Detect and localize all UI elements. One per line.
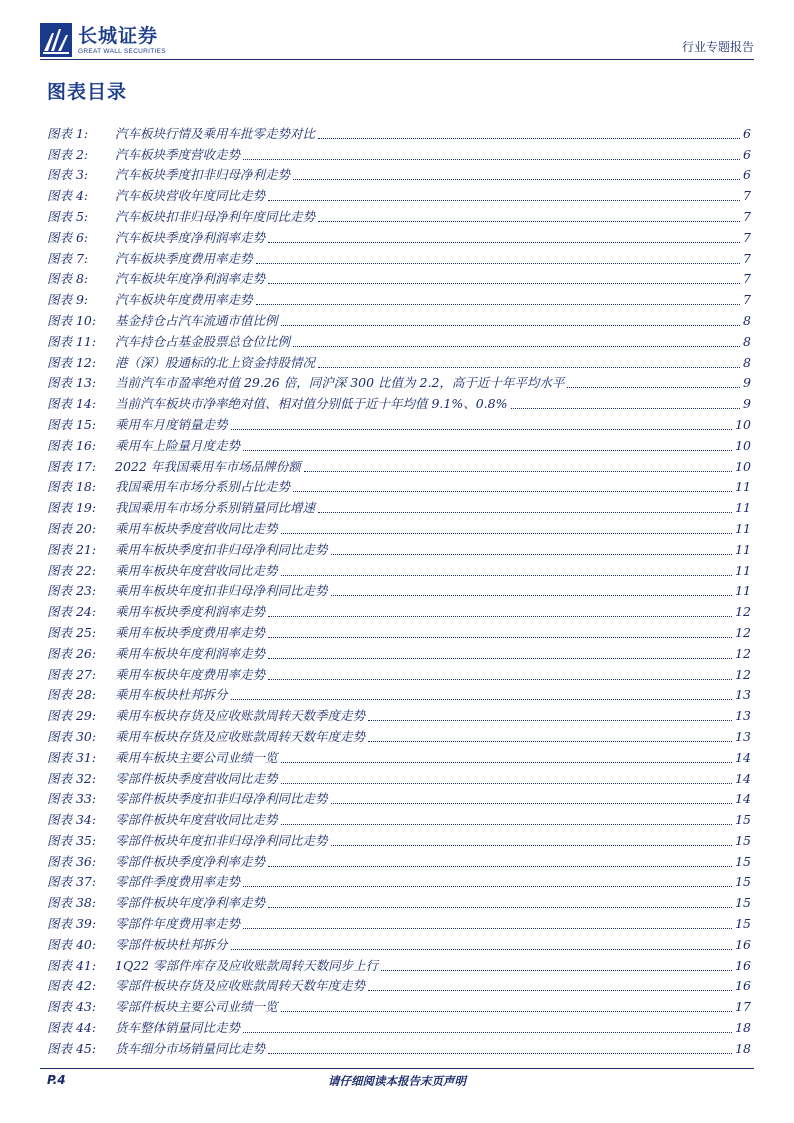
toc-entry-label: 图表 44: xyxy=(47,1020,97,1036)
toc-dot-leader xyxy=(381,970,732,971)
toc-entry-title: 1Q22 零部件库存及应收账款周转天数同步上行 xyxy=(115,957,379,973)
toc-entry-label: 图表 23: xyxy=(47,583,97,599)
toc-dot-leader xyxy=(293,179,740,180)
toc-dot-leader xyxy=(511,408,741,409)
toc-dot-leader xyxy=(281,325,741,326)
toc-entry-label: 图表 34: xyxy=(47,812,97,828)
toc-entry-title: 零部件季度费用率走势 xyxy=(115,874,241,890)
toc-dot-leader xyxy=(268,679,732,680)
toc-entry[interactable] xyxy=(47,142,751,163)
toc-entry[interactable] xyxy=(47,932,751,953)
toc-entry-title: 货车细分市场销量同比走势 xyxy=(115,1040,266,1056)
toc-dot-leader xyxy=(293,491,732,492)
toc-entry-title: 零部件板块杜邦拆分 xyxy=(115,936,228,952)
toc-entry-page: 11 xyxy=(735,541,751,557)
toc-dot-leader xyxy=(281,824,733,825)
toc-entry-title: 港（深）股通标的北上资金持股情况 xyxy=(115,354,316,370)
toc-entry-title: 零部件板块季度扣非归母净利同比走势 xyxy=(115,791,328,807)
toc-entry-page: 7 xyxy=(743,188,751,204)
toc-entry-label: 图表 40: xyxy=(47,936,97,952)
toc-entry-page: 11 xyxy=(735,479,751,495)
toc-entry-title: 零部件年度费用率走势 xyxy=(115,916,241,932)
toc-dot-leader xyxy=(368,720,732,721)
toc-entry-title: 乘用车板块存货及应收账款周转天数年度走势 xyxy=(115,728,366,744)
toc-entry-page: 11 xyxy=(735,583,751,599)
toc-entry-title: 乘用车月度销量走势 xyxy=(115,416,228,432)
toc-entry-title: 乘用车上险量月度走势 xyxy=(115,437,241,453)
toc-entry-title: 零部件板块季度营收同比走势 xyxy=(115,770,278,786)
toc-entry-label: 图表 37: xyxy=(47,874,97,890)
toc-entry-label: 图表 39: xyxy=(47,916,97,932)
report-type: 行业专题报告 xyxy=(681,40,754,54)
toc-dot-leader xyxy=(243,1032,732,1033)
toc-dot-leader xyxy=(268,1053,732,1054)
toc-entry-page: 11 xyxy=(735,562,751,578)
toc-entry[interactable] xyxy=(47,1015,751,1036)
toc-entry-page: 16 xyxy=(735,936,751,952)
toc-entry-page: 8 xyxy=(743,354,751,370)
toc-entry-title: 汽车板块营收年度同比走势 xyxy=(115,188,266,204)
toc-dot-leader xyxy=(331,803,733,804)
toc-entry-page: 6 xyxy=(743,125,751,141)
toc-entry-label: 图表 21: xyxy=(47,541,97,557)
toc-entry-label: 图表 27: xyxy=(47,666,97,682)
toc-entry-page: 15 xyxy=(735,853,751,869)
toc-entry-page: 7 xyxy=(743,208,751,224)
toc-dot-leader xyxy=(331,595,733,596)
toc-entry[interactable] xyxy=(47,558,751,579)
table-of-figures xyxy=(47,121,751,1057)
toc-dot-leader xyxy=(281,533,733,534)
toc-entry-page: 6 xyxy=(743,146,751,162)
toc-entry[interactable] xyxy=(47,391,751,412)
toc-dot-leader xyxy=(331,554,733,555)
toc-entry[interactable] xyxy=(47,641,751,662)
toc-entry[interactable] xyxy=(47,183,751,204)
toc-entry[interactable] xyxy=(47,454,751,475)
toc-dot-leader xyxy=(281,575,733,576)
logo-chinese-name: 长城证券 xyxy=(78,24,159,47)
toc-entry-title: 零部件板块季度净利率走势 xyxy=(115,853,266,869)
toc-entry-title: 零部件板块年度净利率走势 xyxy=(115,895,266,911)
toc-entry-label: 图表 33: xyxy=(47,791,97,807)
section-title: 图表目录 xyxy=(47,81,128,103)
toc-entry-page: 7 xyxy=(743,229,751,245)
toc-entry[interactable] xyxy=(47,994,751,1015)
toc-dot-leader xyxy=(331,845,733,846)
toc-entry[interactable] xyxy=(47,662,751,683)
toc-entry-label: 图表 41: xyxy=(47,957,97,973)
toc-entry-title: 乘用车板块季度扣非归母净利同比走势 xyxy=(115,541,328,557)
toc-dot-leader xyxy=(243,450,732,451)
toc-entry[interactable] xyxy=(47,516,751,537)
toc-entry-title: 汽车板块年度净利润率走势 xyxy=(115,271,266,287)
toc-entry[interactable] xyxy=(47,495,751,516)
toc-entry-label: 图表 30: xyxy=(47,728,97,744)
toc-dot-leader xyxy=(243,159,740,160)
toc-dot-leader xyxy=(268,242,740,243)
toc-entry-label: 图表 42: xyxy=(47,978,97,994)
toc-entry-page: 14 xyxy=(735,749,751,765)
toc-entry-label: 图表 9: xyxy=(47,292,89,308)
toc-entry-page: 15 xyxy=(735,832,751,848)
toc-entry-label: 图表 25: xyxy=(47,624,97,640)
toc-entry-title: 基金持仓占汽车流通市值比例 xyxy=(115,312,278,328)
toc-entry-label: 图表 14: xyxy=(47,396,97,412)
toc-entry-page: 10 xyxy=(735,458,751,474)
company-logo xyxy=(40,20,166,60)
toc-entry-title: 零部件板块年度营收同比走势 xyxy=(115,812,278,828)
toc-entry-title: 乘用车板块季度费用率走势 xyxy=(115,624,266,640)
toc-entry-title: 当前汽车板块市净率绝对值、相对值分别低于近十年均值 9.1%、0.8% xyxy=(115,396,508,412)
toc-entry[interactable] xyxy=(47,329,751,350)
toc-entry-title: 汽车板块扣非归母净利年度同比走势 xyxy=(115,208,316,224)
toc-dot-leader xyxy=(304,471,732,472)
toc-entry-page: 18 xyxy=(735,1040,751,1056)
toc-entry-page: 14 xyxy=(735,770,751,786)
toc-entry[interactable] xyxy=(47,787,751,808)
toc-entry-page: 7 xyxy=(743,292,751,308)
toc-entry-title: 汽车板块季度营收走势 xyxy=(115,146,241,162)
toc-entry-label: 图表 15: xyxy=(47,416,97,432)
disclaimer-notice: 请仔细阅读本报告末页声明 xyxy=(328,1074,466,1088)
toc-entry[interactable] xyxy=(47,911,751,932)
toc-entry-page: 8 xyxy=(743,333,751,349)
toc-dot-leader xyxy=(243,928,732,929)
toc-entry-page: 12 xyxy=(735,624,751,640)
toc-entry[interactable] xyxy=(47,246,751,267)
toc-entry-label: 图表 6: xyxy=(47,229,89,245)
toc-entry-label: 图表 26: xyxy=(47,645,97,661)
toc-entry[interactable] xyxy=(47,953,751,974)
toc-entry-title: 货车整体销量同比走势 xyxy=(115,1020,241,1036)
toc-dot-leader xyxy=(318,221,740,222)
toc-entry-page: 16 xyxy=(735,978,751,994)
toc-dot-leader xyxy=(268,637,732,638)
toc-dot-leader xyxy=(231,429,733,430)
toc-entry-label: 图表 17: xyxy=(47,458,97,474)
toc-dot-leader xyxy=(256,304,741,305)
page-header xyxy=(40,20,754,62)
toc-entry[interactable] xyxy=(47,683,751,704)
toc-entry[interactable] xyxy=(47,267,751,288)
toc-entry-title: 汽车板块季度费用率走势 xyxy=(115,250,253,266)
toc-entry-label: 图表 43: xyxy=(47,999,97,1015)
toc-dot-leader xyxy=(256,263,741,264)
toc-entry-label: 图表 11: xyxy=(47,333,97,349)
toc-entry-page: 8 xyxy=(743,312,751,328)
toc-entry-label: 图表 29: xyxy=(47,708,97,724)
toc-entry-label: 图表 1: xyxy=(47,125,89,141)
toc-entry-label: 图表 38: xyxy=(47,895,97,911)
toc-entry[interactable] xyxy=(47,745,751,766)
toc-entry-label: 图表 31: xyxy=(47,749,97,765)
toc-entry[interactable] xyxy=(47,308,751,329)
toc-entry[interactable] xyxy=(47,204,751,225)
toc-entry-label: 图表 22: xyxy=(47,562,97,578)
toc-entry[interactable] xyxy=(47,974,751,995)
toc-dot-leader xyxy=(318,367,740,368)
toc-entry-title: 汽车板块年度费用率走势 xyxy=(115,292,253,308)
toc-entry[interactable] xyxy=(47,537,751,558)
toc-entry-page: 10 xyxy=(735,437,751,453)
toc-dot-leader xyxy=(268,866,732,867)
toc-entry-label: 图表 35: xyxy=(47,832,97,848)
toc-entry-label: 图表 4: xyxy=(47,188,89,204)
toc-entry-page: 12 xyxy=(735,666,751,682)
toc-entry[interactable] xyxy=(47,890,751,911)
toc-entry-title: 乘用车板块年度费用率走势 xyxy=(115,666,266,682)
toc-dot-leader xyxy=(231,699,733,700)
toc-entry[interactable] xyxy=(47,412,751,433)
toc-entry-page: 7 xyxy=(743,250,751,266)
toc-entry[interactable] xyxy=(47,163,751,184)
toc-entry[interactable] xyxy=(47,599,751,620)
toc-entry[interactable] xyxy=(47,475,751,496)
toc-dot-leader xyxy=(368,741,732,742)
toc-entry-label: 图表 16: xyxy=(47,437,97,453)
toc-entry-page: 16 xyxy=(735,957,751,973)
toc-entry[interactable] xyxy=(47,1036,751,1057)
page-number: P.4 xyxy=(47,1073,66,1087)
toc-dot-leader xyxy=(231,949,733,950)
toc-dot-leader xyxy=(281,783,733,784)
toc-entry[interactable] xyxy=(47,807,751,828)
toc-entry-page: 13 xyxy=(735,728,751,744)
toc-entry[interactable] xyxy=(47,225,751,246)
toc-entry-title: 乘用车板块季度营收同比走势 xyxy=(115,520,278,536)
toc-dot-leader xyxy=(268,907,732,908)
toc-entry-page: 15 xyxy=(735,895,751,911)
toc-entry[interactable] xyxy=(47,433,751,454)
toc-entry-label: 图表 45: xyxy=(47,1040,97,1056)
toc-entry-title: 当前汽车市盈率绝对值 29.26 倍，同沪深 300 比值为 2.2，高于近十年平均水平 xyxy=(115,375,565,391)
toc-entry-title: 零部件板块主要公司业绩一览 xyxy=(115,999,278,1015)
toc-entry-title: 乘用车板块杜邦拆分 xyxy=(115,687,228,703)
toc-entry-title: 我国乘用车市场分系别销量同比增速 xyxy=(115,500,316,516)
toc-entry-title: 汽车板块行情及乘用车批零走势对比 xyxy=(115,125,316,141)
toc-entry[interactable] xyxy=(47,766,751,787)
toc-entry-title: 2022 年我国乘用车市场品牌份额 xyxy=(115,458,301,474)
toc-entry-page: 15 xyxy=(735,916,751,932)
toc-entry-page: 18 xyxy=(735,1020,751,1036)
toc-entry-page: 10 xyxy=(735,416,751,432)
toc-entry-page: 15 xyxy=(735,812,751,828)
toc-entry-page: 12 xyxy=(735,604,751,620)
toc-entry-title: 零部件板块年度扣非归母净利同比走势 xyxy=(115,832,328,848)
toc-entry-title: 零部件板块存货及应收账款周转天数年度走势 xyxy=(115,978,366,994)
toc-entry-page: 9 xyxy=(743,396,751,412)
toc-entry-label: 图表 20: xyxy=(47,520,97,536)
toc-dot-leader xyxy=(268,658,732,659)
logo-english-name: GREAT WALL SECURITIES xyxy=(78,47,166,55)
footer-divider xyxy=(40,1068,754,1069)
toc-dot-leader xyxy=(268,200,740,201)
toc-entry[interactable] xyxy=(47,579,751,600)
toc-entry-page: 17 xyxy=(735,999,751,1015)
toc-entry-title: 乘用车板块年度营收同比走势 xyxy=(115,562,278,578)
header-divider xyxy=(40,59,754,60)
toc-entry-label: 图表 36: xyxy=(47,853,97,869)
toc-entry-label: 图表 12: xyxy=(47,354,97,370)
toc-entry-label: 图表 5: xyxy=(47,208,89,224)
toc-entry-page: 14 xyxy=(735,791,751,807)
toc-dot-leader xyxy=(567,387,740,388)
toc-entry-title: 汽车持仓占基金股票总仓位比例 xyxy=(115,333,291,349)
toc-entry-page: 11 xyxy=(735,520,751,536)
toc-entry-title: 乘用车板块年度利润率走势 xyxy=(115,645,266,661)
toc-dot-leader xyxy=(293,346,740,347)
toc-entry[interactable] xyxy=(47,724,751,745)
toc-entry-page: 13 xyxy=(735,708,751,724)
toc-entry[interactable] xyxy=(47,870,751,891)
toc-dot-leader xyxy=(268,283,740,284)
toc-dot-leader xyxy=(268,616,732,617)
toc-entry-title: 乘用车板块主要公司业绩一览 xyxy=(115,749,278,765)
toc-entry-page: 15 xyxy=(735,874,751,890)
toc-entry[interactable] xyxy=(47,350,751,371)
toc-entry-page: 13 xyxy=(735,687,751,703)
toc-dot-leader xyxy=(281,1011,733,1012)
toc-entry[interactable] xyxy=(47,287,751,308)
toc-entry-label: 图表 28: xyxy=(47,687,97,703)
toc-entry-label: 图表 3: xyxy=(47,167,89,183)
toc-entry[interactable] xyxy=(47,371,751,392)
toc-dot-leader xyxy=(318,138,740,139)
toc-dot-leader xyxy=(243,886,732,887)
toc-entry-label: 图表 13: xyxy=(47,375,97,391)
toc-entry-page: 12 xyxy=(735,645,751,661)
toc-dot-leader xyxy=(368,990,732,991)
toc-entry-page: 9 xyxy=(743,375,751,391)
toc-entry-page: 11 xyxy=(735,500,751,516)
toc-entry-label: 图表 7: xyxy=(47,250,89,266)
toc-entry-title: 汽车板块季度扣非归母净利走势 xyxy=(115,167,291,183)
toc-entry-label: 图表 8: xyxy=(47,271,89,287)
toc-dot-leader xyxy=(281,762,733,763)
toc-entry-title: 乘用车板块年度扣非归母净利同比走势 xyxy=(115,583,328,599)
toc-entry-label: 图表 32: xyxy=(47,770,97,786)
toc-dot-leader xyxy=(318,512,732,513)
toc-entry[interactable] xyxy=(47,828,751,849)
great-wall-logo-icon xyxy=(40,23,72,57)
toc-entry-label: 图表 2: xyxy=(47,146,89,162)
toc-entry[interactable] xyxy=(47,849,751,870)
toc-entry[interactable] xyxy=(47,703,751,724)
toc-entry-label: 图表 19: xyxy=(47,500,97,516)
toc-entry-page: 7 xyxy=(743,271,751,287)
toc-entry-title: 乘用车板块存货及应收账款周转天数季度走势 xyxy=(115,708,366,724)
toc-entry-label: 图表 18: xyxy=(47,479,97,495)
toc-entry-title: 汽车板块季度净利润率走势 xyxy=(115,229,266,245)
toc-entry[interactable] xyxy=(47,121,751,142)
toc-entry-label: 图表 10: xyxy=(47,312,97,328)
toc-entry-label: 图表 24: xyxy=(47,604,97,620)
toc-entry-title: 我国乘用车市场分系别占比走势 xyxy=(115,479,291,495)
toc-entry-page: 6 xyxy=(743,167,751,183)
toc-entry[interactable] xyxy=(47,620,751,641)
toc-entry-title: 乘用车板块季度利润率走势 xyxy=(115,604,266,620)
